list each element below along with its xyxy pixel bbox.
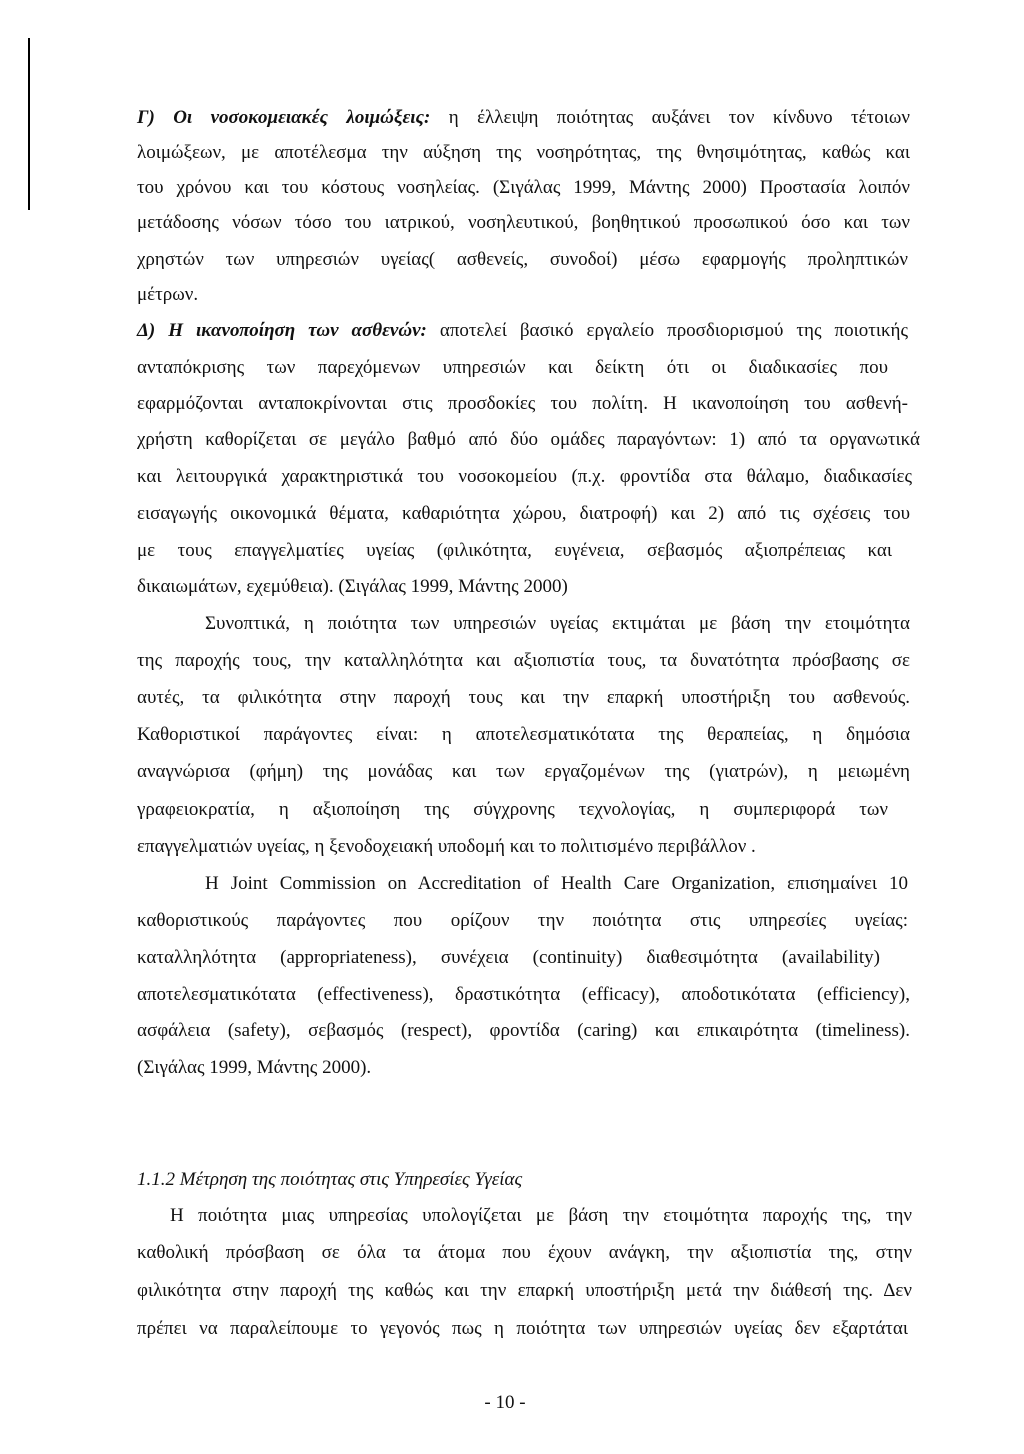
text-line: (Σιγάλας 1999, Μάντης 2000).: [137, 1057, 372, 1078]
text-line: Συνοπτικά, η ποιότητα των υπηρεσιών υγείας εκτιμάται με βάση την ετοιμότητα: [205, 613, 910, 634]
text-line: γραφειοκρατία, η αξιοποίηση της σύγχρονης τεχνολογίας, η συμπεριφορά των: [137, 799, 888, 820]
page-number: - 10 -: [484, 1392, 526, 1413]
text-line: καθολική πρόσβαση σε όλα τα άτομα που έχουν ανάγκη, την αξιοπιστία της, στην: [137, 1242, 912, 1263]
text-line: της παροχής τους, την καταλληλότητα και αξιοπιστία τους, τα δυνατότητα πρόσβασης σε: [137, 650, 910, 671]
text-line: Καθοριστικοί παράγοντες είναι: η αποτελεσματικότατα της θεραπείας, η δημόσια: [137, 724, 910, 745]
paragraph-label: Δ) Η ικανοποίηση των ασθενών:: [137, 320, 427, 341]
text-line: μετάδοσης νόσων τόσο του ιατρικού, νοσηλευτικού, βοηθητικού προσωπικού όσο και των: [137, 212, 910, 233]
text-line: Η ποιότητα μιας υπηρεσίας υπολογίζεται με βάση την ετοιμότητα παροχής της, την: [170, 1205, 912, 1226]
text-line: επαγγελματιών υγείας, η ξενοδοχειακή υποδομή και το πολιτισμένο περιβάλλον .: [137, 836, 756, 857]
text-line: αναγνώρισα (φήμη) της μονάδας και των εργαζομένων της (γιατρών), η μειωμένη: [137, 761, 910, 782]
text-line: εισαγωγής οικονομικά θέματα, καθαριότητα χώρου, διατροφή) και 2) από τις σχέσεις του: [137, 503, 910, 524]
text-line: καταλληλότητα (appropriateness), συνέχεια (continuity) διαθεσιμότητα (availability): [137, 947, 880, 968]
text-line: του χρόνου και του κόστους νοσηλείας. (Σιγάλας 1999, Μάντης 2000) Προστασία λοιπόν: [137, 177, 910, 198]
text-line: λοιμώξεων, με αποτέλεσμα την αύξηση της νοσηρότητας, της θνησιμότητας, καθώς και: [137, 142, 910, 163]
text-span: η έλλειψη ποιότητας αυξάνει τον κίνδυνο τέτοιων: [448, 107, 911, 128]
text-line: πρέπει να παραλείπουμε το γεγονός πως η ποιότητα των υπηρεσιών υγείας δεν εξαρτάται: [137, 1318, 908, 1339]
text-span: αποτελεί βασικό εργαλείο προσδιορισμού της ποιοτικής: [439, 320, 908, 341]
text-line: αποτελεσματικότατα (effectiveness), δραστικότητα (efficacy), αποδοτικότατα (efficiency),: [137, 984, 910, 1005]
text-line: δικαιωμάτων, εχεμύθεια). (Σιγάλας 1999, Μάντης 2000): [137, 576, 568, 597]
text-line: με τους επαγγελματίες υγείας (φιλικότητα, ευγένεια, σεβασμός αξιοπρέπειας και: [137, 540, 892, 561]
text-line: [137, 320, 908, 342]
text-line: καθοριστικούς παράγοντες που ορίζουν την ποιότητα στις υπηρεσίες υγείας:: [137, 910, 908, 931]
text-line: χρήστη καθορίζεται σε μεγάλο βαθμό από δύο ομάδες παραγόντων: 1) από τα οργανωτικά: [137, 429, 920, 450]
text-line: Η Joint Commission on Accreditation of Health Care Organization, επισημαίνει 10: [205, 873, 908, 894]
paragraph-label: Γ) Οι νοσοκομειακές λοιμώξεις:: [137, 107, 431, 128]
scan-edge-line: [28, 38, 30, 210]
section-heading: 1.1.2 Μέτρηση της ποιότητας στις Υπηρεσίες Υγείας: [137, 1169, 523, 1190]
text-line: χρηστών των υπηρεσιών υγείας( ασθενείς, συνοδοί) μέσω εφαρμογής προληπτικών: [137, 249, 908, 270]
text-line: ασφάλεια (safety), σεβασμός (respect), φροντίδα (caring) και επικαιρότητα (timeliness).: [137, 1020, 910, 1041]
text-line: αυτές, τα φιλικότητα στην παροχή τους και την επαρκή υποστήριξη του ασθενούς.: [137, 687, 910, 708]
text-line: εφαρμόζονται ανταποκρίνονται στις προσδοκίες του πολίτη. Η ικανοποίηση του ασθενή-: [137, 393, 908, 414]
text-line: φιλικότητα στην παροχή της καθώς και την επαρκή υποστήριξη μετά την διάθεσή της. Δεν: [137, 1280, 912, 1301]
text-line: [137, 107, 910, 129]
text-line: και λειτουργικά χαρακτηριστικά του νοσοκομείου (π.χ. φροντίδα στα θάλαμο, διαδικασίες: [137, 466, 912, 487]
text-line: ανταπόκρισης των παρεχόμενων υπηρεσιών και δείκτη ότι οι διαδικασίες που: [137, 357, 888, 378]
text-line: μέτρων.: [137, 284, 199, 305]
